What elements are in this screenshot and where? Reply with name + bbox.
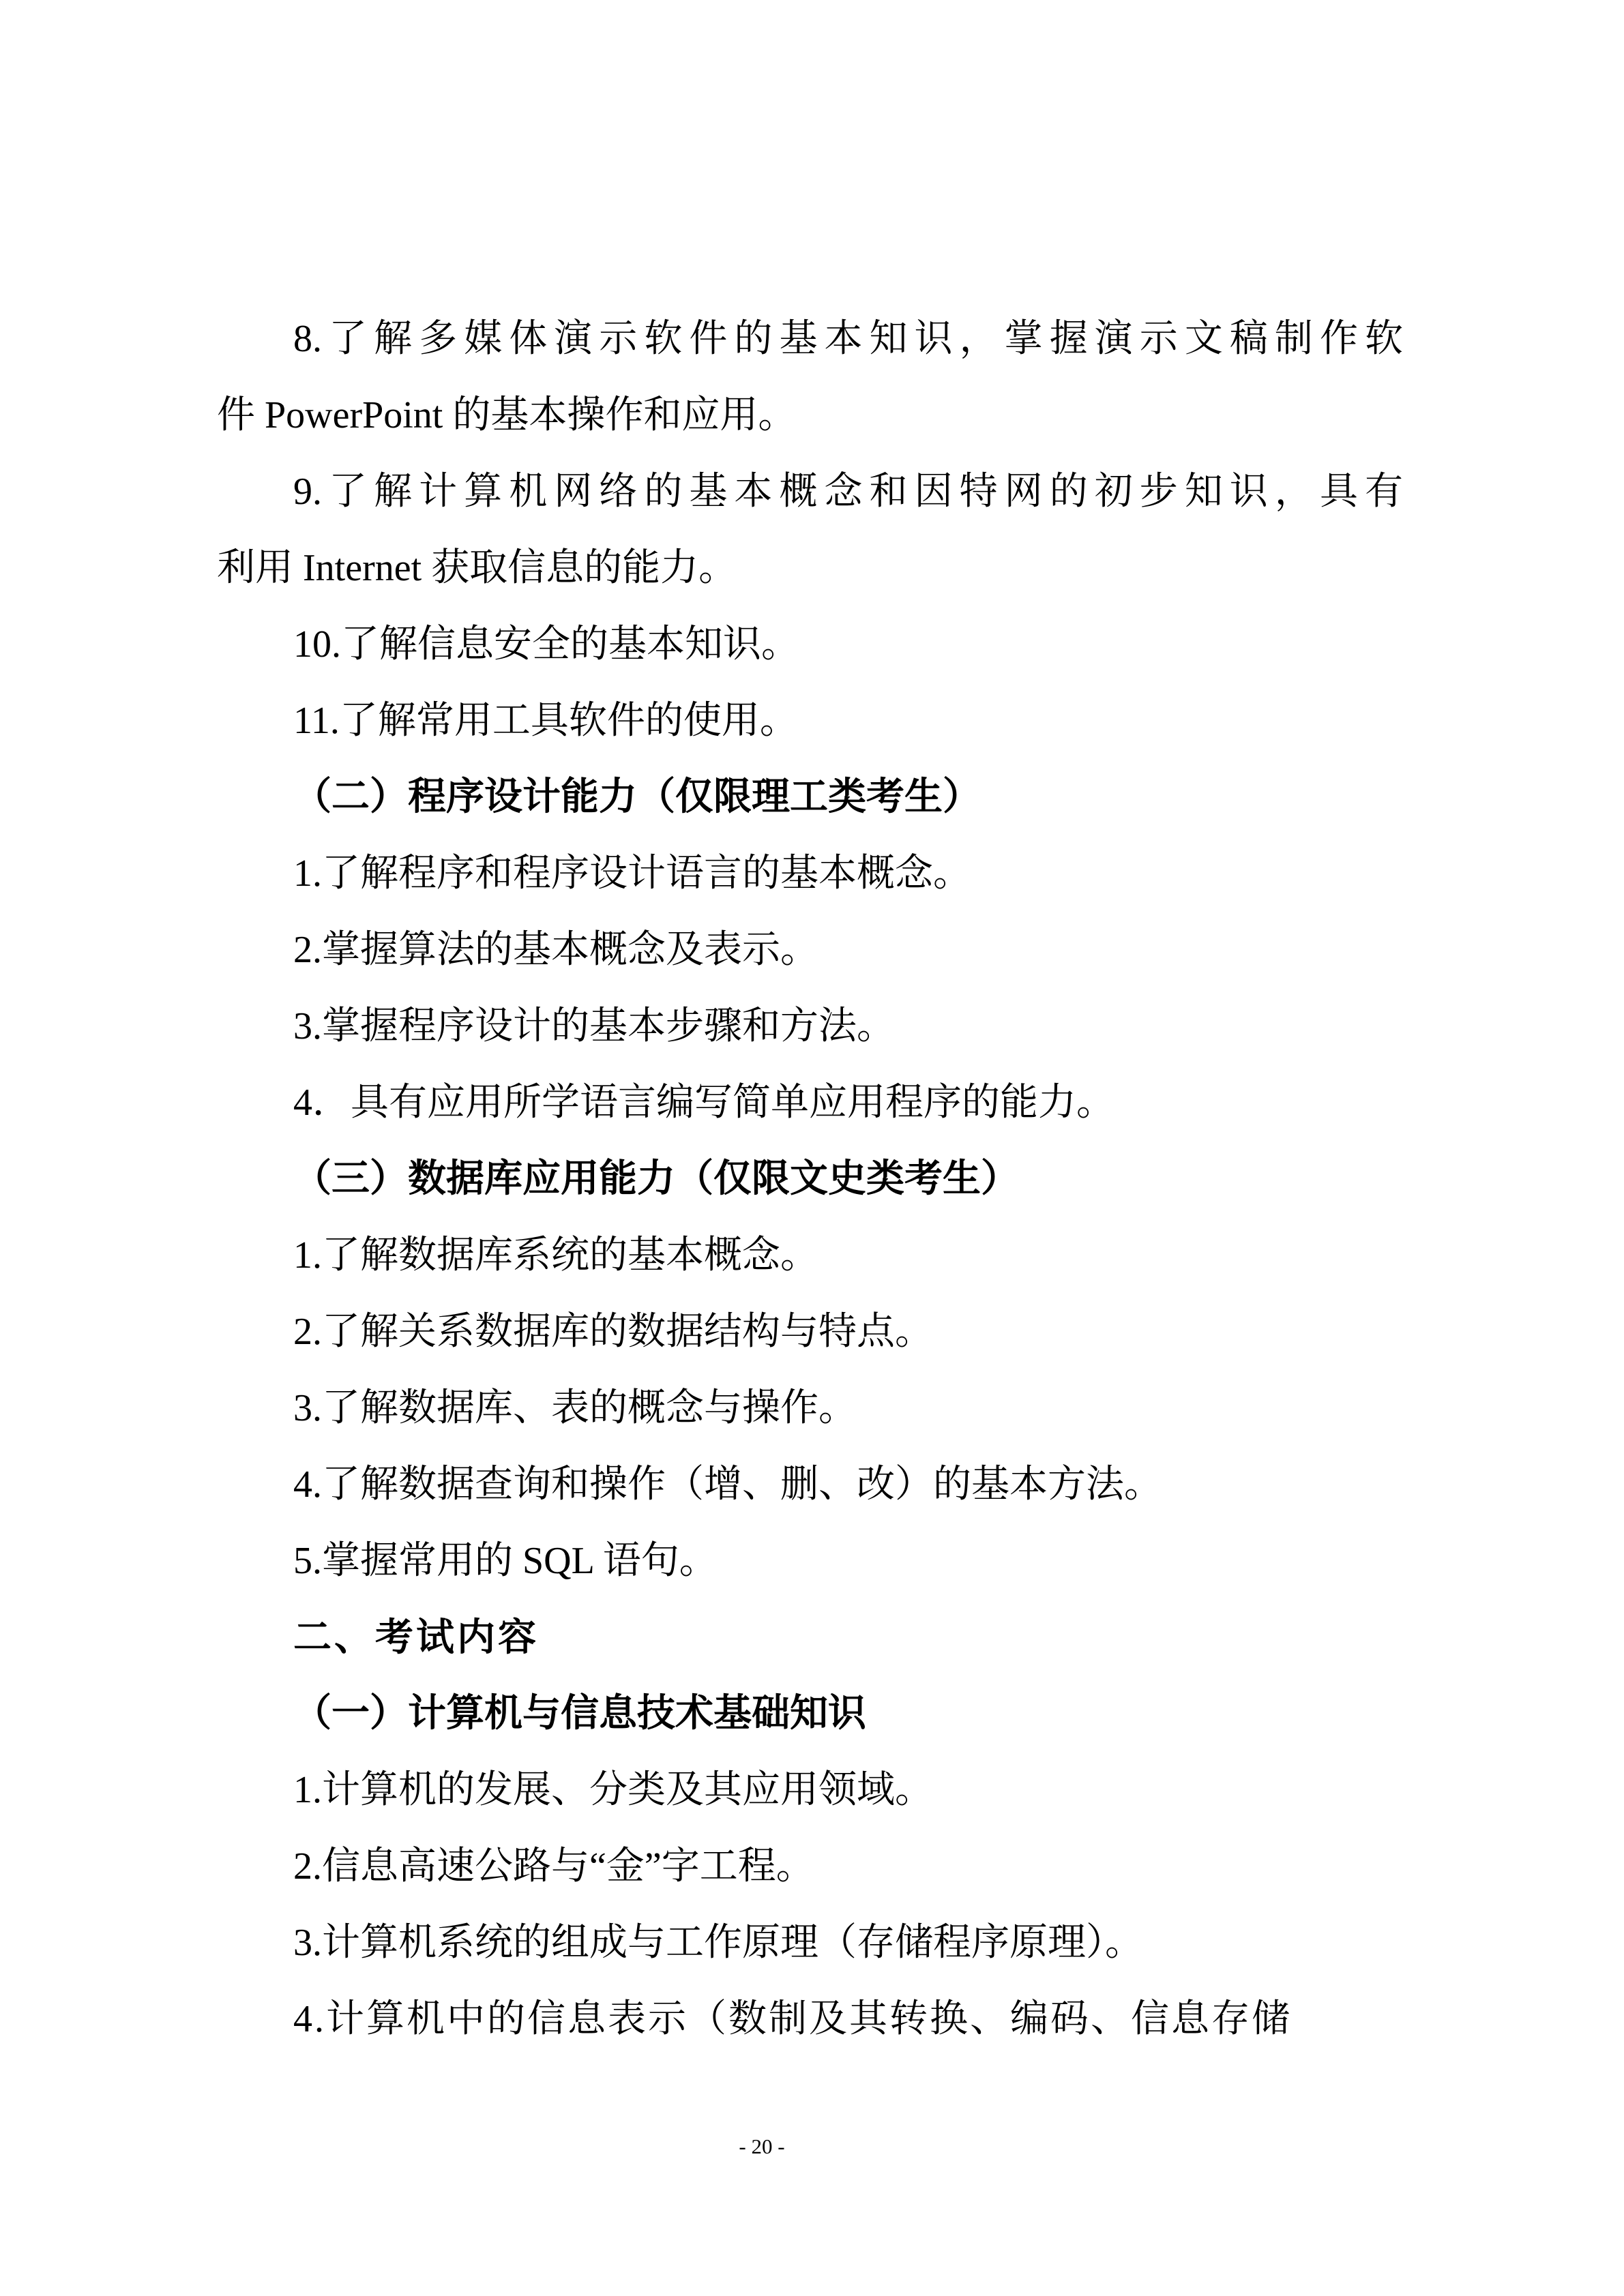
paragraph-line: 4.了解数据查询和操作（增、删、改）的基本方法。 (293, 1463, 1162, 1506)
page-body-text (217, 301, 1403, 2057)
paragraph-line: 件 PowerPoint 的基本操作和应用。 (217, 394, 797, 436)
page-number: - 20 - (739, 2134, 785, 2158)
paragraph-line: 1.计算机的发展、分类及其应用领域。 (293, 1769, 933, 1811)
paragraph-line: 4．具有应用所学语言编写简单应用程序的能力。 (293, 1082, 1114, 1124)
paragraph-line: 2.掌握算法的基本概念及表示。 (293, 929, 818, 971)
sub-section-heading: （一）计算机与信息技术基础知识 (293, 1693, 866, 1735)
sub-section-heading: （三）数据库应用能力（仅限文史类考生） (293, 1158, 1019, 1200)
chapter-heading: 二、考试内容 (293, 1615, 539, 1658)
paragraph-line: 5.掌握常用的 SQL 语句。 (293, 1540, 718, 1582)
paragraph-line: 4.计算机中的信息表示（数制及其转换、编码、信息存储 (293, 1998, 1292, 2040)
sub-section-heading: （二）程序设计能力（仅限理工类考生） (293, 776, 981, 818)
paragraph-line: 8.了解多媒体演示软件的基本知识，掌握演示文稿制作软 (293, 318, 1403, 360)
paragraph-line: 3.计算机系统的组成与工作原理（存储程序原理）。 (293, 1922, 1143, 1964)
paragraph-line: 10.了解信息安全的基本知识。 (293, 623, 799, 666)
paragraph-line: 3.掌握程序设计的基本步骤和方法。 (293, 1005, 895, 1047)
paragraph-line: 利用 Internet 获取信息的能力。 (217, 547, 737, 589)
paragraph-line: 1.了解程序和程序设计语言的基本概念。 (293, 852, 971, 895)
paragraph-line: 1.了解数据库系统的基本概念。 (293, 1234, 818, 1277)
paragraph-line: 9.了解计算机网络的基本概念和因特网的初步知识，具有 (293, 471, 1403, 513)
paragraph-line: 2.了解关系数据库的数据结构与特点。 (293, 1311, 933, 1353)
paragraph-line: 2.信息高速公路与“金”字工程。 (293, 1845, 814, 1888)
paragraph-line: 11.了解常用工具软件的使用。 (293, 700, 798, 742)
paragraph-line: 3.了解数据库、表的概念与操作。 (293, 1387, 857, 1429)
